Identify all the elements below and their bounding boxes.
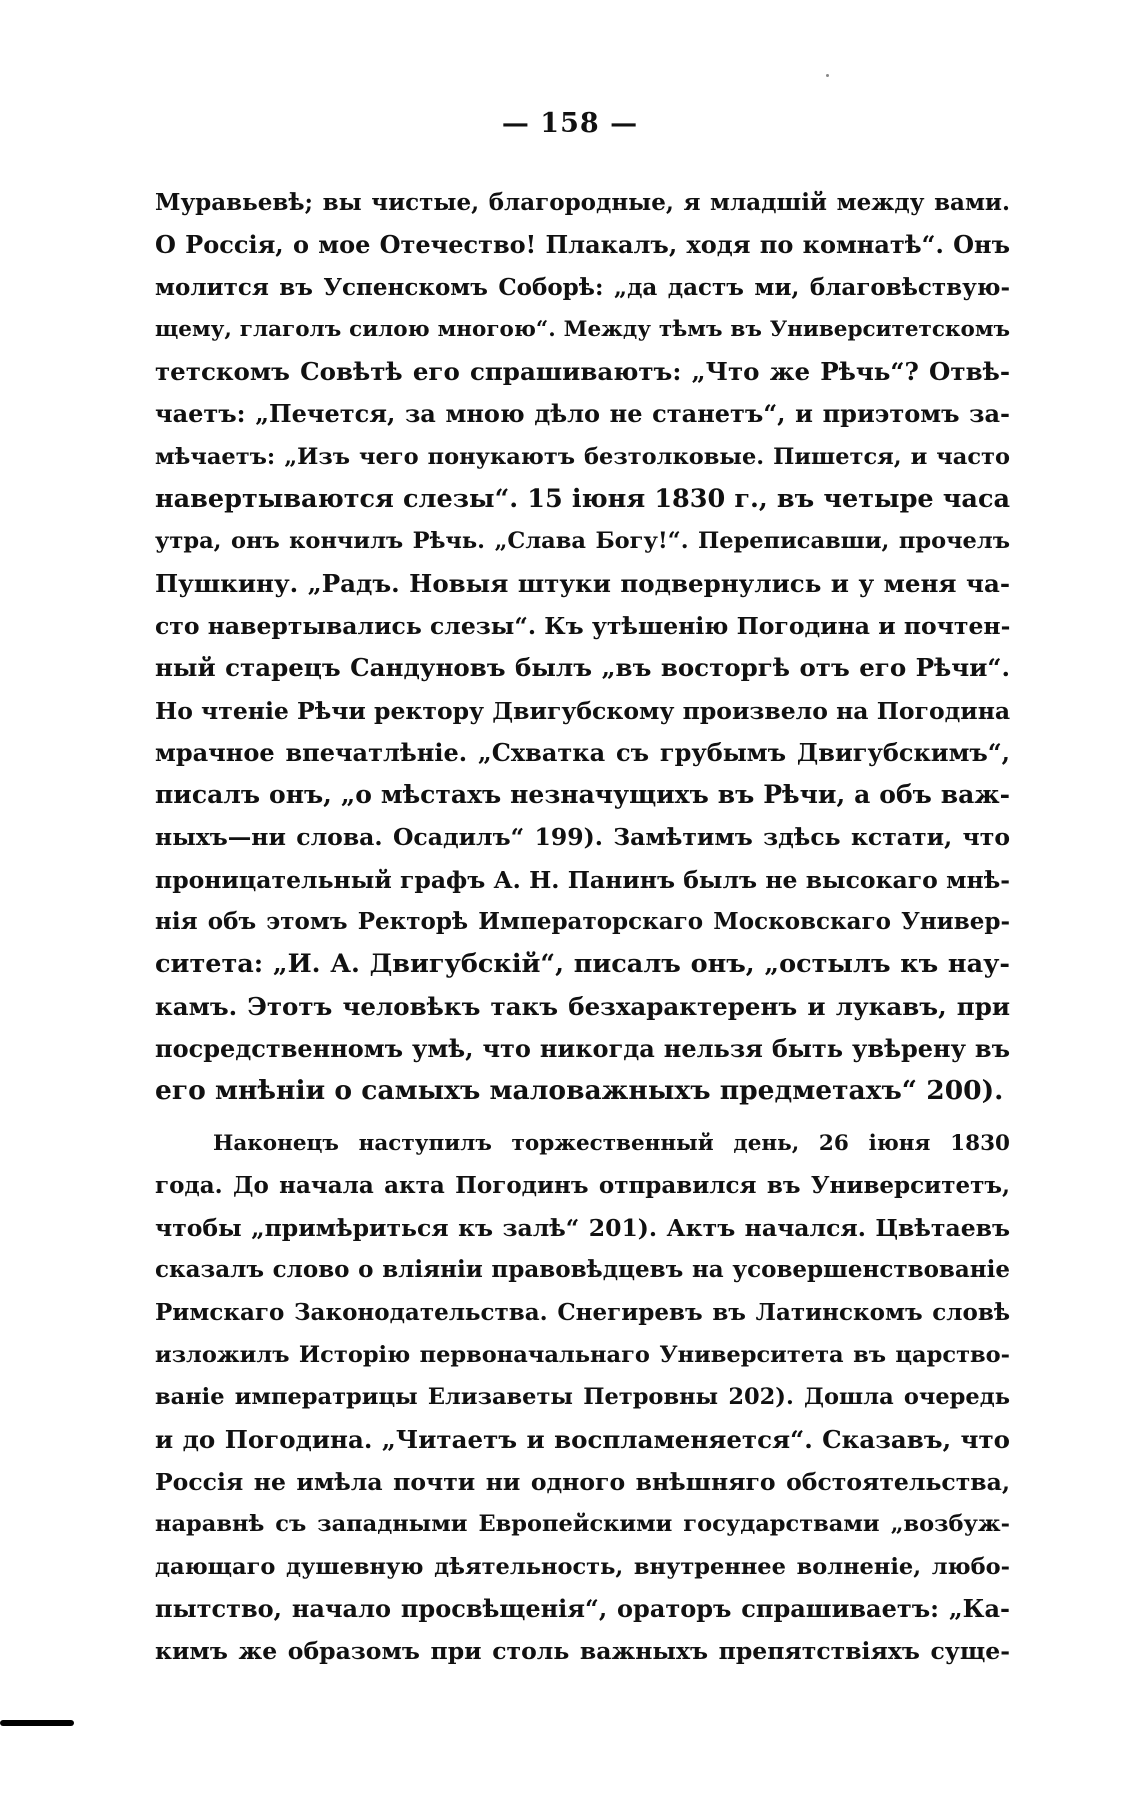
text-line: ный старецъ Сандуновъ былъ „въ восторгѣ отъ его Рѣчи“. [155, 653, 1010, 683]
text-line: щему, глаголъ силою многою“. Между тѣмъ въ Университетскомъ [155, 316, 1010, 342]
text-line: О Россія, о мое Отечество! Плакалъ, ходя по комнатѣ“. Онъ [155, 230, 1010, 260]
text-line: нія объ этомъ Ректорѣ Императорскаго Московскаго Универ- [155, 908, 1010, 936]
text-line: сто навертывались слезы“. Къ утѣшенію Погодина и почтен- [155, 611, 1011, 640]
text-line: навертываются слезы“. 15 іюня 1830 г., въ четыре часа [155, 484, 1010, 515]
text-line: утра, онъ кончилъ Рѣчь. „Слава Богу!“. Переписавши, прочелъ [155, 528, 1010, 555]
text-line: Муравьевѣ; вы чистые, благородные, я младшій между вами. [155, 189, 1010, 216]
text-line: чтобы „примѣриться къ залѣ“ 201). Актъ начался. Цвѣтаевъ [155, 1214, 1010, 1243]
text-line: молится въ Успенскомъ Соборѣ: „да дастъ ми, благовѣствую- [155, 273, 1010, 301]
margin-rule-mark [0, 1720, 74, 1726]
text-line: чаетъ: „Печется, за мною дѣло не станетъ“, и приэтомъ за- [155, 399, 1010, 429]
body-text [155, 182, 1010, 1672]
text-line: и до Погодина. „Читаетъ и воспламеняется“. Сказавъ, что [155, 1424, 1010, 1454]
text-line: наравнѣ съ западными Европейскими государствами „возбуж- [155, 1511, 1010, 1538]
text-line: камъ. Этотъ человѣкъ такъ безхарактеренъ и лукавъ, при [155, 991, 1010, 1021]
paragraph-2 [155, 1123, 1010, 1673]
text-line: года. До начала акта Погодинъ отправился въ Университетъ, [155, 1171, 1010, 1199]
text-line: проницательный графъ А. Н. Панинъ былъ не высокаго мнѣ- [155, 865, 1010, 894]
text-line: посредственномъ умѣ, что никогда нельзя быть увѣрену въ [155, 1033, 1010, 1063]
text-line: его мнѣніи о самыхъ маловажныхъ предметахъ“ 200). [155, 1075, 1004, 1107]
text-line: мѣчаетъ: „Изъ чего понукаютъ безтолковые. Пишется, и часто [155, 443, 1010, 470]
text-line: пытство, начало просвѣщенія“, ораторъ спрашиваетъ: „Ка- [155, 1593, 1010, 1623]
text-line: ныхъ—ни слова. Осадилъ“ 199). Замѣтимъ здѣсь кстати, что [155, 823, 1010, 852]
text-line: ваніе императрицы Елизаветы Петровны 202). Дошла очередь [155, 1384, 1010, 1411]
text-line: Римскаго Законодательства. Снегиревъ въ Латинскомъ словѣ [155, 1298, 1010, 1326]
text-line: кимъ же образомъ при столь важныхъ препятствіяхъ суще- [155, 1637, 1010, 1666]
text-line: мрачное впечатлѣніе. „Схватка съ грубымъ Двигубскимъ“, [155, 737, 1010, 767]
text-line: Наконецъ наступилъ торжественный день, 26 іюня 1830 [213, 1130, 1010, 1156]
text-line: тетскомъ Совѣтѣ его спрашиваютъ: „Что же Рѣчь“? Отвѣ- [155, 357, 1010, 387]
text-line: Но чтеніе Рѣчи ректору Двигубскому произвело на Погодина [155, 696, 1011, 725]
text-line: писалъ онъ, „о мѣстахъ незначущихъ въ Рѣчи, а объ важ- [155, 780, 1010, 810]
text-line: изложилъ Исторію первоначальнаго Университета въ царство- [155, 1342, 1010, 1369]
paper-speck [826, 74, 829, 77]
paragraph-gap [155, 1113, 1010, 1123]
text-line: дающаго душевную дѣятельность, внутреннее волненіе, любо- [155, 1553, 1010, 1580]
text-line: ситета: „И. А. Двигубскій“, писалъ онъ, „остылъ къ нау- [155, 949, 1010, 980]
paragraph-1 [155, 182, 1010, 1113]
page-number: — 158 — [501, 108, 639, 139]
text-line: сказалъ слово о вліяніи правовѣдцевъ на усовершенствованіе [155, 1256, 1010, 1284]
text-line: Россія не имѣла почти ни одного внѣшняго обстоятельства, [155, 1467, 1010, 1496]
text-line: Пушкину. „Радъ. Новыя штуки подвернулись и у меня ча- [155, 568, 1010, 598]
